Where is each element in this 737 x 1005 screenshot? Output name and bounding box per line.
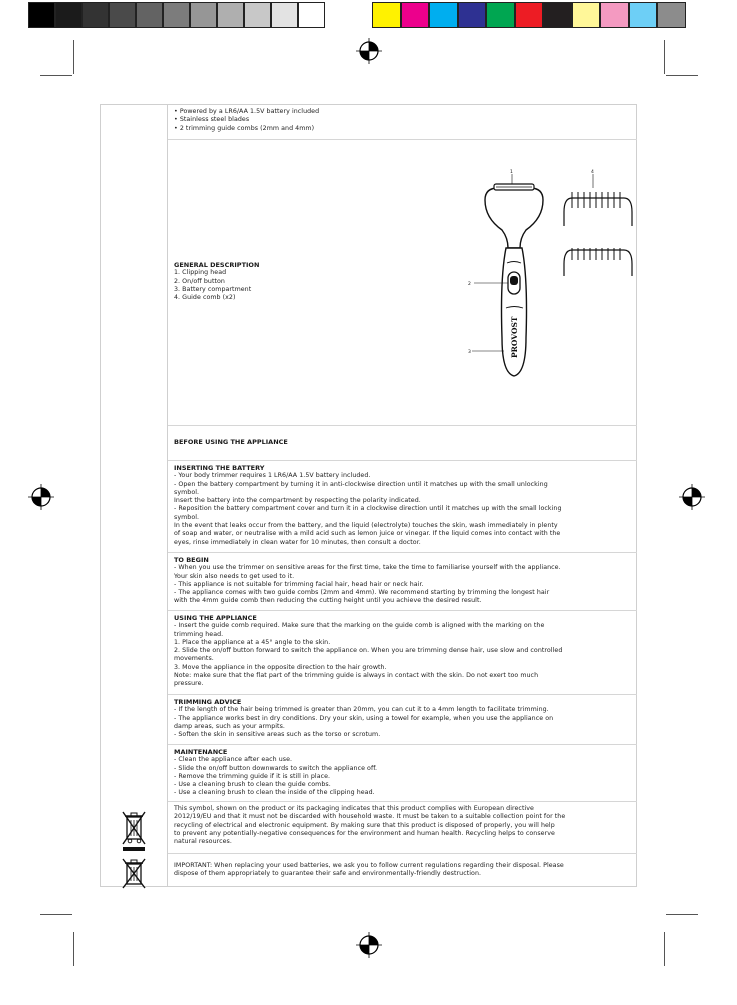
crop-mark bbox=[666, 914, 698, 915]
text-line: - Use a cleaning brush to clean the guide combs. bbox=[174, 781, 331, 789]
text-line: - Your body trimmer requires 1 LR6/AA 1.5V battery included. bbox=[174, 472, 371, 480]
callout-label: 1 bbox=[510, 170, 513, 175]
color-swatch bbox=[458, 2, 487, 28]
general-description-section bbox=[168, 140, 637, 426]
text-line: natural resources. bbox=[174, 838, 232, 846]
color-swatch bbox=[372, 2, 401, 28]
text-line: trimming head. bbox=[174, 630, 224, 638]
trimming-advice-title: TRIMMING ADVICE bbox=[174, 698, 242, 706]
text-line: - Use a cleaning brush to clean the inside of the clipping head. bbox=[174, 789, 375, 797]
general-description-text bbox=[174, 261, 259, 302]
using-appliance-title: USING THE APPLIANCE bbox=[174, 614, 257, 622]
manual-page bbox=[100, 104, 637, 887]
color-swatch bbox=[429, 2, 458, 28]
guide-comb-2mm-drawing bbox=[564, 248, 632, 276]
callout-label: 2 bbox=[468, 282, 471, 287]
text-line: - Open the battery compartment by turning it in anti-clockwise direction until it matches up with the small unlocking bbox=[174, 480, 548, 488]
weee-section bbox=[168, 802, 637, 854]
color-swatch bbox=[515, 2, 544, 28]
guide-comb-4mm-drawing bbox=[564, 192, 632, 226]
maintenance-section bbox=[168, 745, 637, 802]
crop-mark bbox=[664, 932, 665, 966]
text-line: - This appliance is not suitable for trimming facial hair, head hair or neck hair. bbox=[174, 580, 424, 588]
crop-mark bbox=[40, 914, 72, 915]
crop-mark bbox=[73, 932, 74, 966]
text-line: recycling of electrical and electronic equipment. By making sure that this product is disposed of properly, you will help bbox=[174, 821, 555, 829]
part-item: 2. On/off button bbox=[174, 277, 225, 285]
callout-label: 3 bbox=[468, 350, 471, 355]
text-line: - Clean the appliance after each use. bbox=[174, 756, 293, 764]
gray-swatch bbox=[109, 2, 136, 28]
gray-swatch bbox=[244, 2, 271, 28]
text-line: - Remove the trimming guide if it is still in place. bbox=[174, 772, 331, 780]
color-swatch bbox=[629, 2, 658, 28]
battery-crossed-bin-icon bbox=[121, 857, 147, 889]
to-begin-section bbox=[168, 553, 637, 611]
gray-swatch bbox=[136, 2, 163, 28]
trimming-advice-section bbox=[168, 695, 637, 745]
text-line: Insert the battery into the compartment by respecting the polarity indicated. bbox=[174, 497, 421, 505]
text-line: This symbol, shown on the product or its packaging indicates that this product complies with European directive bbox=[174, 805, 534, 812]
before-using-section bbox=[168, 426, 637, 461]
features-list bbox=[174, 108, 631, 133]
inserting-battery-section bbox=[168, 461, 637, 553]
before-using-title: BEFORE USING THE APPLIANCE bbox=[174, 438, 288, 446]
text-line: 2. Slide the on/off button forward to switch the appliance on. When you are trimming dense hair, use slow and controlled bbox=[174, 647, 563, 655]
feature-item: • Powered by a LR6/AA 1.5V battery included bbox=[174, 108, 631, 116]
registration-mark-right bbox=[679, 484, 705, 510]
color-swatch bbox=[572, 2, 601, 28]
part-item: 1. Clipping head bbox=[174, 269, 227, 277]
brand-logo-text: PROVOST bbox=[510, 316, 519, 358]
features-section bbox=[168, 105, 637, 140]
trimmer-illustration bbox=[468, 168, 638, 398]
text-line: with the 4mm guide comb then reducing the cutting height until you achieve the desired result. bbox=[174, 597, 482, 605]
part-item: 3. Battery compartment bbox=[174, 285, 252, 293]
text-line: - If the length of the hair being trimmed is greater than 20mm, you can cut it to a 4mm length to facilitate trimming. bbox=[174, 706, 549, 714]
text-line: dispose of them appropriately to guarantee their safe and environmentally-friendly destruction. bbox=[174, 870, 482, 878]
crop-mark bbox=[73, 40, 74, 74]
text-line: 1. Place the appliance at a 45° angle to the skin. bbox=[174, 638, 331, 646]
crop-mark bbox=[40, 75, 72, 76]
gray-swatch bbox=[190, 2, 217, 28]
text-line: Your skin also needs to get used to it. bbox=[174, 572, 295, 580]
gray-swatch bbox=[163, 2, 190, 28]
color-swatch bbox=[401, 2, 430, 28]
gray-swatch bbox=[217, 2, 244, 28]
text-line: eyes, rinse immediately in clean water for 10 minutes, then consult a doctor. bbox=[174, 538, 421, 546]
using-appliance-section bbox=[168, 611, 637, 695]
text-line: symbol. bbox=[174, 488, 200, 496]
text-line: movements. bbox=[174, 655, 214, 663]
text-line: - Slide the on/off button downwards to switch the appliance off. bbox=[174, 764, 378, 772]
color-swatch bbox=[543, 2, 572, 28]
text-line: - Reposition the battery compartment cover and turn it in a clockwise direction until it matches up with the small locking bbox=[174, 505, 562, 513]
text-line: - The appliance comes with two guide combs (2mm and 4mm). We recommend starting by trimming the longest hair bbox=[174, 589, 550, 597]
text-line: symbol. bbox=[174, 513, 200, 521]
registration-mark-left bbox=[28, 484, 54, 510]
text-line: of soap and water, or neutralise with a mild acid such as lemon juice or vinegar. If the liquid comes into contact with the bbox=[174, 530, 561, 538]
registration-mark-bottom bbox=[356, 932, 382, 958]
maintenance-title: MAINTENANCE bbox=[174, 748, 228, 756]
text-line: - Soften the skin in sensitive areas such as the torso or scrotum. bbox=[174, 731, 381, 739]
color-swatch bbox=[657, 2, 686, 28]
text-line: IMPORTANT: When replacing your used batteries, we ask you to follow current regulations regarding their disposal. Please bbox=[174, 862, 564, 869]
battery-disposal-section bbox=[168, 854, 637, 887]
color-swatch bbox=[486, 2, 515, 28]
crop-mark bbox=[666, 75, 698, 76]
left-margin-column bbox=[101, 105, 168, 886]
text-line: 2012/19/EU and that it must not be discarded with household waste. It must be taken to a suitable collection point for the bbox=[174, 813, 566, 821]
feature-item: • 2 trimming guide combs (2mm and 4mm) bbox=[174, 125, 631, 133]
text-line: pressure. bbox=[174, 680, 204, 688]
text-line: damp areas, such as your armpits. bbox=[174, 722, 285, 730]
text-line: - The appliance works best in dry conditions. Dry your skin, using a towel for example, when you use the appliance on bbox=[174, 714, 554, 722]
gray-swatch bbox=[82, 2, 109, 28]
text-line: In the event that leaks occur from the battery, and the liquid (electrolyte) touches the skin, wash immediately in plenty bbox=[174, 522, 558, 530]
gray-swatch bbox=[271, 2, 298, 28]
text-line: to prevent any potentially-negative consequences for the environment and human health. Recycling helps to conserve bbox=[174, 829, 555, 837]
weee-crossed-bin-icon bbox=[121, 808, 147, 852]
gray-swatch bbox=[55, 2, 82, 28]
color-calibration-bar bbox=[0, 2, 737, 30]
text-line: - Insert the guide comb required. Make sure that the marking on the guide comb is aligned with the marking on the bbox=[174, 622, 545, 630]
registration-mark-top bbox=[356, 38, 382, 64]
to-begin-title: TO BEGIN bbox=[174, 556, 209, 564]
part-item: 4. Guide comb (x2) bbox=[174, 294, 236, 302]
gray-swatch bbox=[28, 2, 55, 28]
text-line: 3. Move the appliance in the opposite direction to the hair growth. bbox=[174, 663, 387, 671]
inserting-battery-title: INSERTING THE BATTERY bbox=[174, 464, 265, 472]
text-line: Note: make sure that the flat part of the trimming guide is always in contact with the skin. Do not exert too much bbox=[174, 672, 539, 680]
feature-item: • Stainless steel blades bbox=[174, 116, 631, 124]
gray-swatch bbox=[298, 2, 325, 28]
text-line: - When you use the trimmer on sensitive areas for the first time, take the time to familiarise yourself with the appliance. bbox=[174, 564, 561, 572]
callout-label: 4 bbox=[591, 170, 594, 175]
color-swatch bbox=[600, 2, 629, 28]
general-description-title: GENERAL DESCRIPTION bbox=[174, 261, 260, 269]
crop-mark bbox=[664, 40, 665, 74]
